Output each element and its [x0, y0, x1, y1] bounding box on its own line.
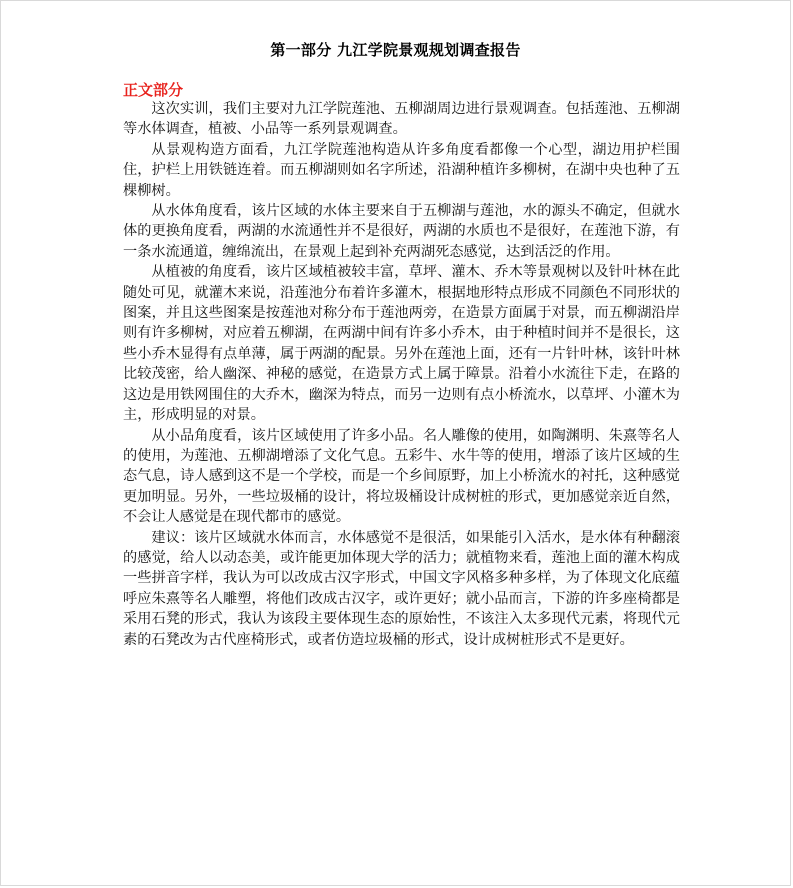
section-heading: 正文部分 — [123, 81, 184, 99]
paragraph-intro: 这次实训，我们主要对九江学院莲池、五柳湖周边进行景观调查。包括莲池、五柳湖等水体调查，植被、小品等一系列景观调查。 — [123, 101, 680, 138]
paragraph-vegetation: 从植被的角度看，该片区域植被较丰富，草坪、灌木、乔木等景观树以及针叶林在此随处可见，就灌木来说，沿莲池分布着许多灌木，根据地形特点形成不同颜色不同形状的图案，并且这些图案是按莲池对称分布于莲池两旁，在造景方面属于对景，而五柳湖沿岸则有许多柳树，对应着五柳湖，在两湖中间有许多小乔木，由于种植时间并不是很长，这些小乔木显得有点单薄，属于两湖的配景。另外在莲池上面，还有一片针叶林，该针叶林比较茂密，给人幽深、神秘的感觉，在造景方式上属于障景。沿着小水流往下走，在路的这边是用铁网围住的大乔木，幽深为特点，而另一边则有点小桥流水，以草坪、小灌木为主，形成明显的对景。 — [123, 264, 680, 424]
paragraph-structure: 从景观构造方面看，九江学院莲池构造从许多角度看都像一个心型，湖边用护栏围住，护栏上用铁链连着。而五柳湖则如名字所述，沿湖种植许多柳树，在湖中央也种了五棵柳树。 — [123, 141, 680, 199]
paragraph-water: 从水体角度看，该片区域的水体主要来自于五柳湖与莲池，水的源头不确定，但就水体的更换角度看，两湖的水流通性并不是很好，两湖的水质也不是很好，在莲池下游，有一条水流通道，缠绵流出，在景观上起到补充两湖死态感觉，达到活泛的作用。 — [123, 203, 680, 260]
document-body — [123, 99, 680, 650]
paragraph-features: 从小品角度看，该片区域使用了许多小品。名人雕像的使用，如陶渊明、朱熹等名人的使用，为莲池、五柳湖增添了文化气息。五彩牛、水牛等的使用，增添了该片区域的生态气息，诗人感到这不是一个学校，而是一个乡间原野，加上小桥流水的衬托，这种感觉更加明显。另外，一些垃圾桶的设计，将垃圾桶设计成树桩的形式，更加感觉亲近自然，不会让人感觉是在现代都市的感觉。 — [123, 427, 680, 526]
paragraph-suggestions: 建议：该片区域就水体而言，水体感觉不是很活，如果能引入活水，是水体有种翻滚的感觉，给人以动态美，或许能更加体现大学的活力；就植物来看，莲池上面的灌木构成一些拼音字样，我认为可以改成古汉字形式，中国文字风格多种多样，为了体现文化底蕴呼应朱熹等名人雕塑，将他们改成古汉字，或许更好；就小品而言，下游的许多座椅都是采用石凳的形式，我认为该段主要体现生态的原始性，不该注入太多现代元素，将现代元素的石凳改为古代座椅形式，或者仿造垃圾桶的形式，设计成树桩形式不是更好。 — [123, 529, 680, 648]
document-title: 第一部分 九江学院景观规划调查报告 — [270, 41, 521, 59]
